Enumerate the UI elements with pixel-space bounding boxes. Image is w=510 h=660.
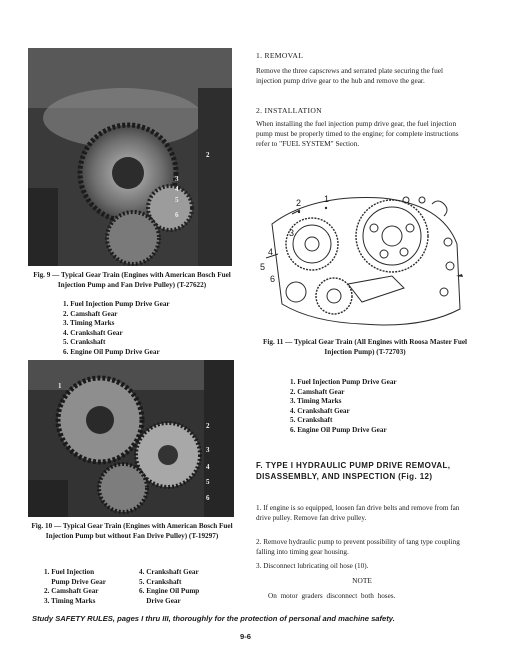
fig9-callout-2: 2 bbox=[206, 151, 210, 159]
fig9-photo bbox=[28, 48, 232, 266]
fig10-legend-item: 5. Crankshaft bbox=[139, 577, 182, 586]
fig10-legend-col2 bbox=[139, 568, 199, 606]
fig10-legend-item: 4. Crankshaft Gear bbox=[139, 568, 199, 576]
installation-heading: 2. INSTALLATION bbox=[256, 106, 322, 115]
fig9-legend-item: 6. Engine Oil Pump Drive Gear bbox=[63, 347, 160, 356]
fig11-legend-item: 1. Fuel Injection Pump Drive Gear bbox=[290, 378, 397, 386]
fig11-legend bbox=[290, 378, 397, 435]
fig9-legend-item: 5. Crankshaft bbox=[63, 338, 106, 346]
fig11-callout-1: 1 bbox=[324, 194, 330, 204]
fig9-caption: Fig. 9 — Typical Gear Train (Engines with American Bosch Fuel Injection Pump and Fan Drive Pulley) (T-27622) bbox=[33, 271, 231, 289]
fig11-caption: Fig. 11 — Typical Gear Train (All Engines with Roosa Master Fuel Injection Pump) (T-72703) bbox=[262, 338, 468, 356]
fig11-drawing bbox=[252, 184, 474, 334]
fig10-caption: Fig. 10 — Typical Gear Train (Engines with American Bosch Fuel Injection Pump but without Fan Drive Pulley) (T-19297) bbox=[31, 522, 233, 540]
fig11-callout-3: 3 bbox=[289, 228, 295, 238]
fig9-legend-item: 3. Timing Marks bbox=[63, 319, 115, 327]
fig11-legend-item: 3. Timing Marks bbox=[290, 397, 342, 405]
safety-footer: Study SAFETY RULES, pages I thru III, thoroughly for the protection of personal and machine safety. bbox=[32, 614, 395, 623]
fig10-legend-item: 3. Timing Marks bbox=[44, 596, 96, 605]
fig11-callout-6: 6 bbox=[270, 274, 276, 284]
section-f-heading: F. TYPE I HYDRAULIC PUMP DRIVE REMOVAL, DISASSEMBLY, AND INSPECTION (Fig. 12) bbox=[256, 461, 451, 481]
fig10-legend-col1 bbox=[44, 568, 106, 606]
fig11-legend-item: 6. Engine Oil Pump Drive Gear bbox=[290, 425, 387, 434]
fig10-legend-item: 1. Fuel Injection bbox=[44, 568, 95, 576]
fig10-legend-item: 6. Engine Oil Pump bbox=[139, 587, 200, 595]
removal-text: Remove the three capscrews and serrated plate securing the fuel injection pump drive gear to the hub and remove the gear. bbox=[256, 66, 444, 86]
fig11-callout-5: 5 bbox=[260, 262, 266, 272]
note-label: NOTE bbox=[352, 576, 372, 585]
fig10-callout-2: 2 bbox=[206, 422, 210, 430]
fig9-legend-item: 4. Crankshaft Gear bbox=[63, 328, 123, 337]
fig11-legend-item: 2. Camshaft Gear bbox=[290, 387, 345, 396]
section-f-step-3: 3. Disconnect lubricating oil hose (10). bbox=[256, 562, 369, 570]
fig10-callout-3: 3 bbox=[206, 446, 210, 454]
fig10-legend-item: Drive Gear bbox=[139, 596, 181, 605]
fig11-callout-2: 2 bbox=[296, 198, 302, 208]
fig11-legend-item: 5. Crankshaft bbox=[290, 416, 333, 424]
fig9-legend-item: 2. Camshaft Gear bbox=[63, 309, 118, 318]
fig10-callout-5: 5 bbox=[206, 478, 210, 486]
section-f-step-2: 2. Remove hydraulic pump to prevent possibility of tang type coupling falling into timing gear housing. bbox=[256, 538, 460, 556]
fig9-callout-5: 5 bbox=[175, 196, 179, 204]
fig9-callout-4: 4 bbox=[175, 185, 179, 193]
installation-text: When installing the fuel injection pump drive gear, the fuel injection pump must be properly timed to the engine; for complete instructions refer to "FUEL SYSTEM" Section. bbox=[256, 119, 459, 149]
section-f-step-1: 1. If engine is so equipped, loosen fan drive belts and remove from fan drive pulley. Remove fan drive pulley. bbox=[256, 504, 460, 522]
fig9-legend-item: 1. Fuel Injection Pump Drive Gear bbox=[63, 300, 170, 308]
fig11-callout-4: 4 bbox=[268, 247, 274, 257]
fig10-legend-item: 2. Camshaft Gear bbox=[44, 587, 99, 595]
fig9-callout-3: 3 bbox=[175, 175, 179, 183]
fig10-callout-4: 4 bbox=[206, 463, 210, 471]
fig10-legend-item: Pump Drive Gear bbox=[44, 577, 106, 586]
fig9-callout-6: 6 bbox=[175, 211, 179, 219]
fig11-legend-item: 4. Crankshaft Gear bbox=[290, 406, 350, 415]
fig9-legend bbox=[63, 300, 170, 357]
removal-heading: 1. REMOVAL bbox=[256, 51, 304, 60]
note-text: On motor graders disconnect both hoses. bbox=[268, 592, 396, 600]
fig10-callout-1: 1 bbox=[58, 382, 62, 390]
fig10-callout-6: 6 bbox=[206, 494, 210, 502]
fig10-photo bbox=[28, 360, 234, 517]
page-number: 9-6 bbox=[240, 632, 251, 641]
